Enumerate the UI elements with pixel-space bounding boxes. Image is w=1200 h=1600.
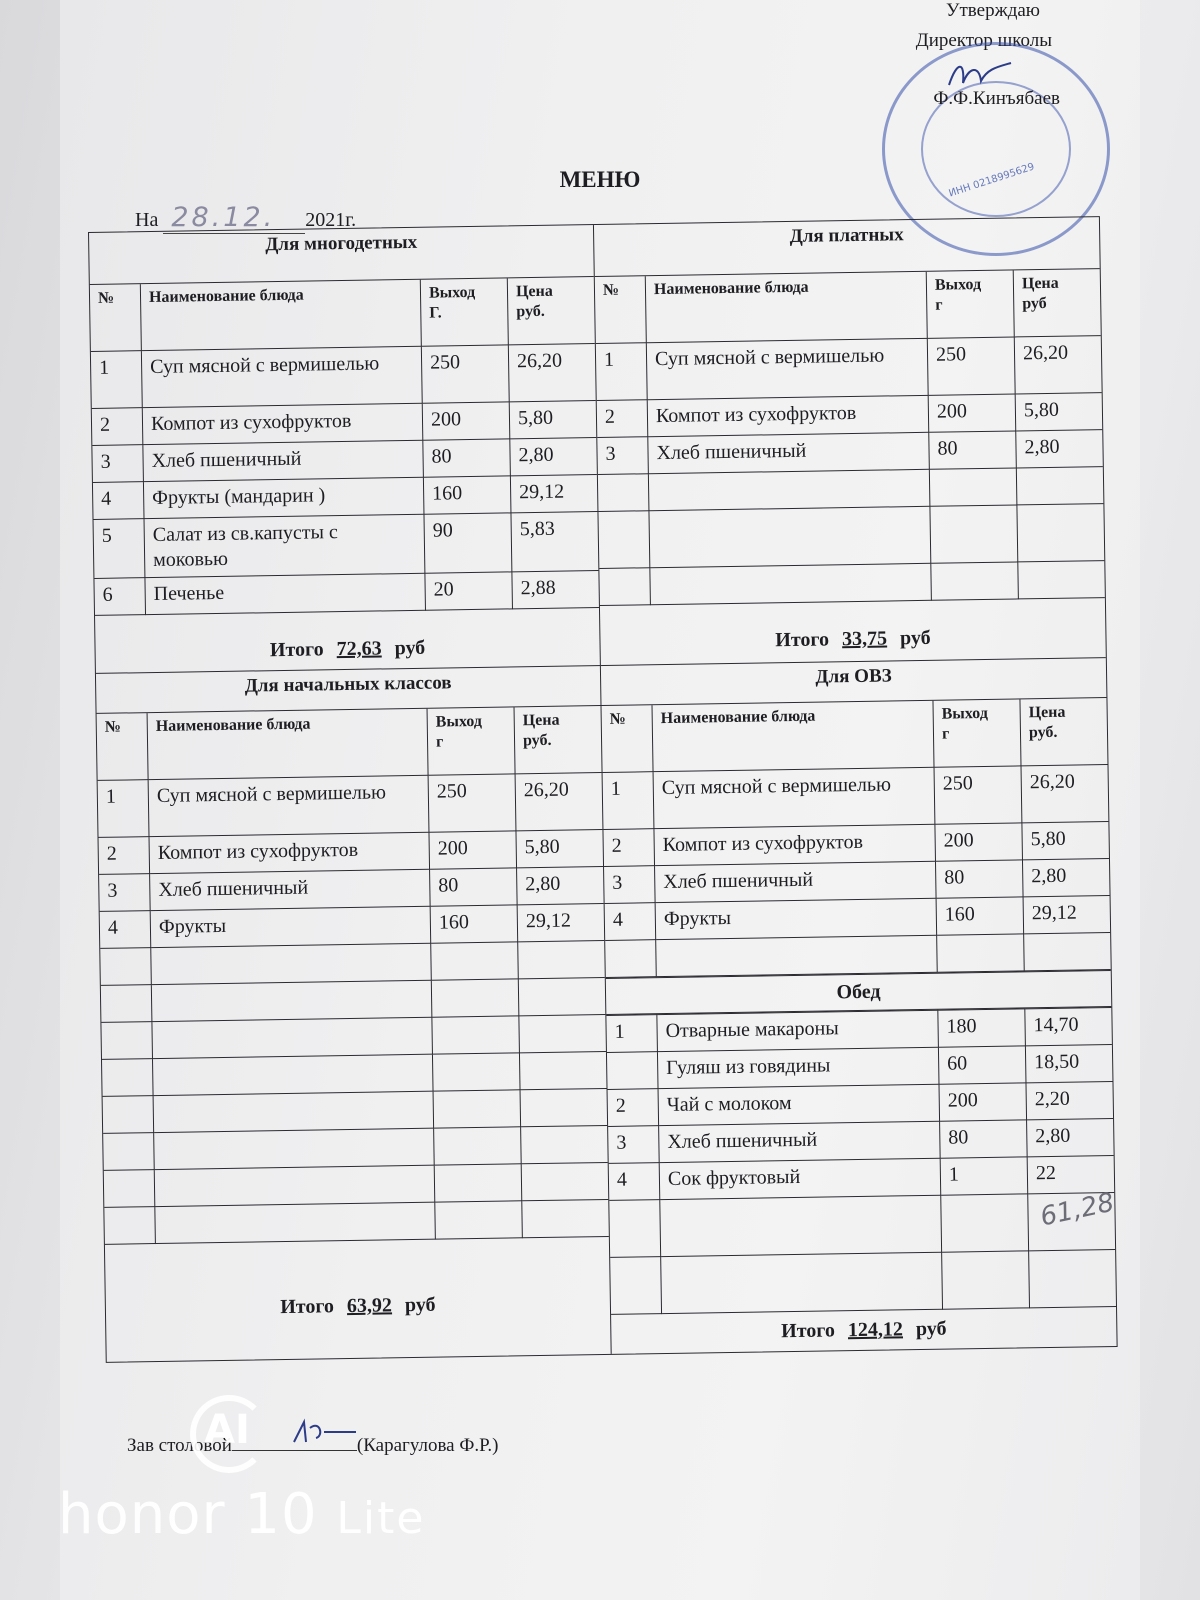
section-total: Итого 72,63 руб — [269, 636, 426, 662]
section-total: Итого 124,12 руб — [781, 1317, 947, 1342]
menu-table — [97, 706, 609, 1245]
menu-table — [595, 269, 1105, 606]
table-row: 6 Печенье 20 2,88 — [94, 571, 599, 616]
col-yield: Выход г — [427, 707, 515, 775]
table-row: 3 Хлеб пшеничный 80 2,80 — [99, 866, 604, 911]
col-num: № — [602, 705, 654, 772]
section-title: Для ОВЗ — [601, 658, 1107, 706]
col-num: № — [97, 713, 149, 780]
date-handwritten: 28.12. — [163, 202, 305, 234]
menu-table — [90, 277, 599, 616]
date-prefix: На — [135, 209, 159, 231]
empty-row — [598, 504, 1104, 569]
table-row: 4 Фрукты 160 29,12 — [605, 896, 1111, 941]
section-total: Итого 33,75 руб — [775, 626, 931, 652]
col-num: № — [90, 284, 142, 351]
menu-grid — [88, 216, 1118, 1362]
camera-brand-watermark: honor 10 Lite — [58, 1482, 426, 1547]
section-title: Для начальных классов — [96, 666, 601, 714]
table-row: 4 Фрукты 160 29,12 — [100, 903, 605, 948]
col-price: Цена руб. — [514, 706, 602, 774]
col-yield: Выход Г. — [420, 278, 508, 346]
director-name: Ф.Ф.Кинъябаев — [933, 88, 1060, 109]
menu-table — [602, 698, 1111, 978]
table-row: 4 Сок фруктовый 1 22 — [609, 1155, 1115, 1200]
section-platnye — [594, 217, 1106, 665]
col-num: № — [595, 276, 647, 343]
table-row: 4 Фрукты (мандарин ) 160 29,12 — [93, 475, 598, 520]
page-title: МЕНЮ — [559, 167, 641, 192]
section-title: Для платных — [594, 217, 1100, 277]
footer-name: (Карагулова Ф.Р.) — [356, 1435, 499, 1456]
table-row: 1 Отварные макароны 180 14,70 — [606, 1007, 1112, 1052]
date-suffix: 2021г. — [305, 209, 357, 231]
top-sections — [89, 217, 1106, 674]
table-row: 2 Компот из сухофруктов 200 5,80 — [597, 393, 1103, 438]
obed-table — [606, 1007, 1116, 1314]
section-nachalnye — [96, 666, 612, 1361]
table-row: 1 Суп мясной с вермишелью 250 26,20 — [91, 344, 596, 409]
director-position: Директор школы — [915, 30, 1052, 51]
obed-title: Обед — [606, 970, 1112, 1015]
col-name: Наименование блюда — [140, 280, 421, 351]
total-value: 72,63 — [336, 637, 382, 661]
bottom-sections — [96, 658, 1117, 1361]
table-row: 2 Компот из сухофруктов 200 5,80 — [99, 829, 604, 874]
ai-camera-watermark-icon: AI — [190, 1395, 268, 1473]
section-total: Итого 63,92 руб — [280, 1293, 436, 1319]
table-row: 1 Суп мясной с вермишелью 250 26,20 — [98, 773, 603, 838]
col-name: Наименование блюда — [147, 709, 428, 780]
col-name: Наименование блюда — [652, 701, 934, 772]
total-value: 33,75 — [841, 627, 888, 651]
table-row: 3 Хлеб пшеничный 80 2,80 — [604, 859, 1110, 904]
footer-label: Зав столовой — [127, 1435, 232, 1456]
empty-row — [610, 1249, 1116, 1314]
section-ovz — [601, 658, 1117, 1353]
table-row: 1 Суп мясной с вермишелью 250 26,20 — [603, 765, 1109, 830]
col-yield: Выход г — [926, 270, 1014, 338]
col-price: Цена руб — [1013, 269, 1101, 337]
section-title: Для многодетных — [89, 225, 594, 285]
col-name: Наименование блюда — [645, 272, 927, 343]
table-row: 2 Компот из сухофруктов 200 5,80 — [603, 822, 1109, 867]
section-mnogodet — [89, 225, 601, 673]
table-row: Гуляш из говядины 60 18,50 — [607, 1044, 1113, 1089]
approve-label: Утверждаю — [946, 0, 1040, 21]
col-price: Цена руб. — [507, 277, 595, 345]
stamp-inn: ИНН 0218995629 — [947, 161, 1036, 200]
table-row: 3 Хлеб пшеничный 80 2,80 — [608, 1118, 1114, 1163]
total-value: 63,92 — [346, 1294, 393, 1318]
total-value: 124,12 — [847, 1317, 904, 1341]
table-row: 2 Чай с молоком 200 2,20 — [608, 1081, 1114, 1126]
col-yield: Выход г — [933, 699, 1021, 767]
table-row: 1 Суп мясной с вермишелью 250 26,20 — [596, 336, 1102, 401]
col-price: Цена руб. — [1020, 698, 1108, 766]
table-row: 3 Хлеб пшеничный 80 2,80 — [597, 430, 1103, 475]
pencil-note: 61,28 — [1037, 1187, 1117, 1233]
table-row: 5 Салат из св.капусты с моковью 90 5,83 — [94, 512, 599, 579]
table-row: 2 Компот из сухофруктов 200 5,80 — [92, 401, 597, 446]
table-row: 3 Хлеб пшеничный 80 2,80 — [92, 438, 597, 483]
canteen-head-signature — [290, 1418, 360, 1448]
